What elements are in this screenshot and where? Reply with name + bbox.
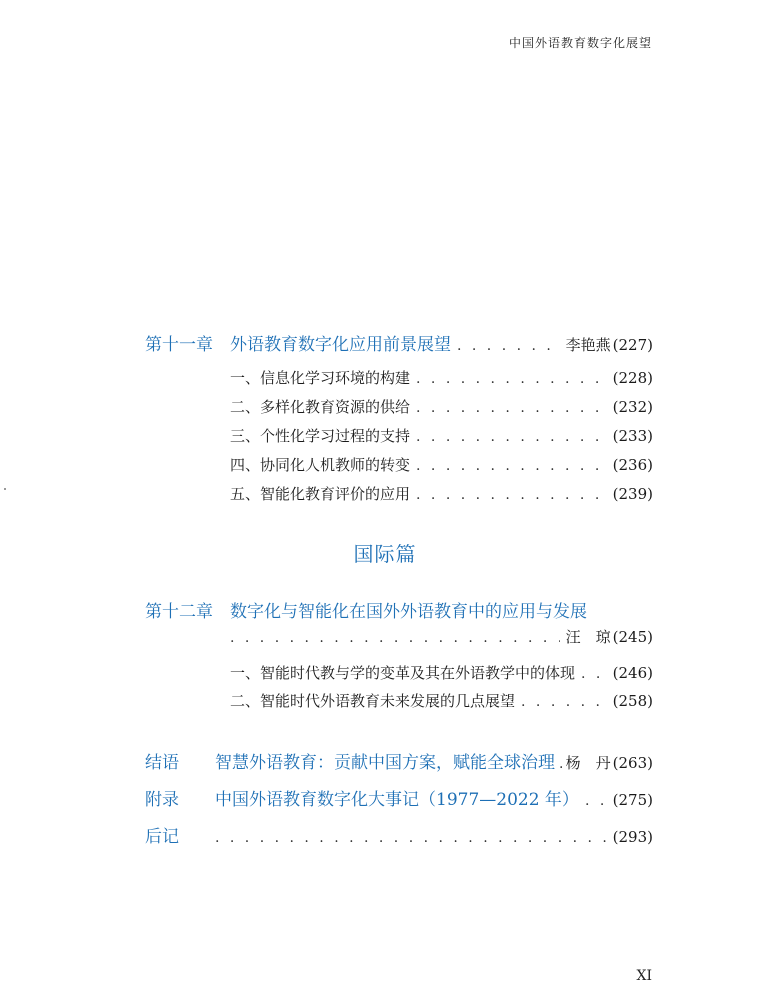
page-ref: (233) [612, 427, 653, 445]
entry-author: 杨 丹 [565, 754, 611, 772]
page-ref: (246) [612, 664, 653, 682]
dot-leader [416, 400, 607, 416]
entry-title: 中国外语教育数字化大事记（1977—2022 年） [215, 790, 579, 810]
dot-leader [215, 830, 607, 846]
page-ref: (275) [612, 791, 653, 809]
toc-appendix[interactable] [145, 785, 653, 810]
dot-leader [416, 487, 607, 503]
section-title: 二、智能时代外语教育未来发展的几点展望 [230, 692, 516, 710]
dot-leader [230, 630, 560, 646]
page-ref: (228) [612, 369, 653, 387]
section-title: 三、个性化学习过程的支持 [230, 427, 411, 445]
chapter-label: 第十二章 [145, 602, 213, 622]
page-ref: (227) [612, 336, 653, 354]
chapter-label: 第十一章 [145, 335, 213, 355]
dot-leader [585, 793, 607, 809]
section-title: 五、智能化教育评价的应用 [230, 485, 411, 503]
chapter-title: 外语教育数字化应用前景展望 [230, 335, 451, 355]
chapter-author: 李艳燕 [565, 336, 611, 354]
dot-leader [521, 694, 607, 710]
entry-label: 结语 [145, 753, 179, 773]
toc-section[interactable] [230, 367, 653, 388]
page-ref: (258) [612, 692, 653, 710]
toc-section[interactable] [230, 690, 653, 711]
toc-section[interactable] [230, 483, 653, 504]
dot-leader [457, 338, 560, 354]
dot-leader [559, 756, 562, 772]
running-header: 中国外语教育数字化展望 [508, 36, 652, 50]
toc-chapter-12-continuation[interactable] [230, 626, 653, 647]
page-ref: (236) [612, 456, 653, 474]
entry-label: 后记 [145, 827, 179, 847]
section-title: 一、智能时代教与学的变革及其在外语教学中的体现 [230, 664, 576, 682]
page-ref: (263) [612, 754, 653, 772]
page-ref: (293) [612, 828, 653, 846]
toc-conclusion[interactable] [145, 748, 653, 773]
toc-section[interactable] [230, 396, 653, 417]
dot-leader [416, 429, 607, 445]
page-ref: (239) [612, 485, 653, 503]
page-ref: (232) [612, 398, 653, 416]
entry-title: 智慧外语教育：贡献中国方案，赋能全球治理 [215, 753, 555, 773]
section-title: 一、信息化学习环境的构建 [230, 369, 411, 387]
toc-chapter-12[interactable] [145, 597, 653, 622]
dot-leader [416, 371, 607, 387]
dot-leader [581, 666, 607, 682]
toc-afterword[interactable] [145, 822, 653, 847]
toc-section[interactable] [230, 425, 653, 446]
toc-section[interactable] [230, 662, 653, 683]
page-ref: (245) [612, 628, 653, 646]
page-number: XI [636, 968, 652, 984]
entry-label: 附录 [145, 790, 179, 810]
section-title: 二、多样化教育资源的供给 [230, 398, 411, 416]
toc-section[interactable] [230, 454, 653, 475]
chapter-author: 汪 琼 [565, 628, 611, 646]
chapter-title: 数字化与智能化在国外外语教育中的应用与发展 [230, 602, 587, 622]
dot-leader [416, 458, 607, 474]
part-title: 国际篇 [353, 542, 417, 566]
section-title: 四、协同化人机教师的转变 [230, 456, 411, 474]
toc-chapter-11[interactable] [145, 330, 653, 355]
margin-mark [4, 488, 6, 490]
